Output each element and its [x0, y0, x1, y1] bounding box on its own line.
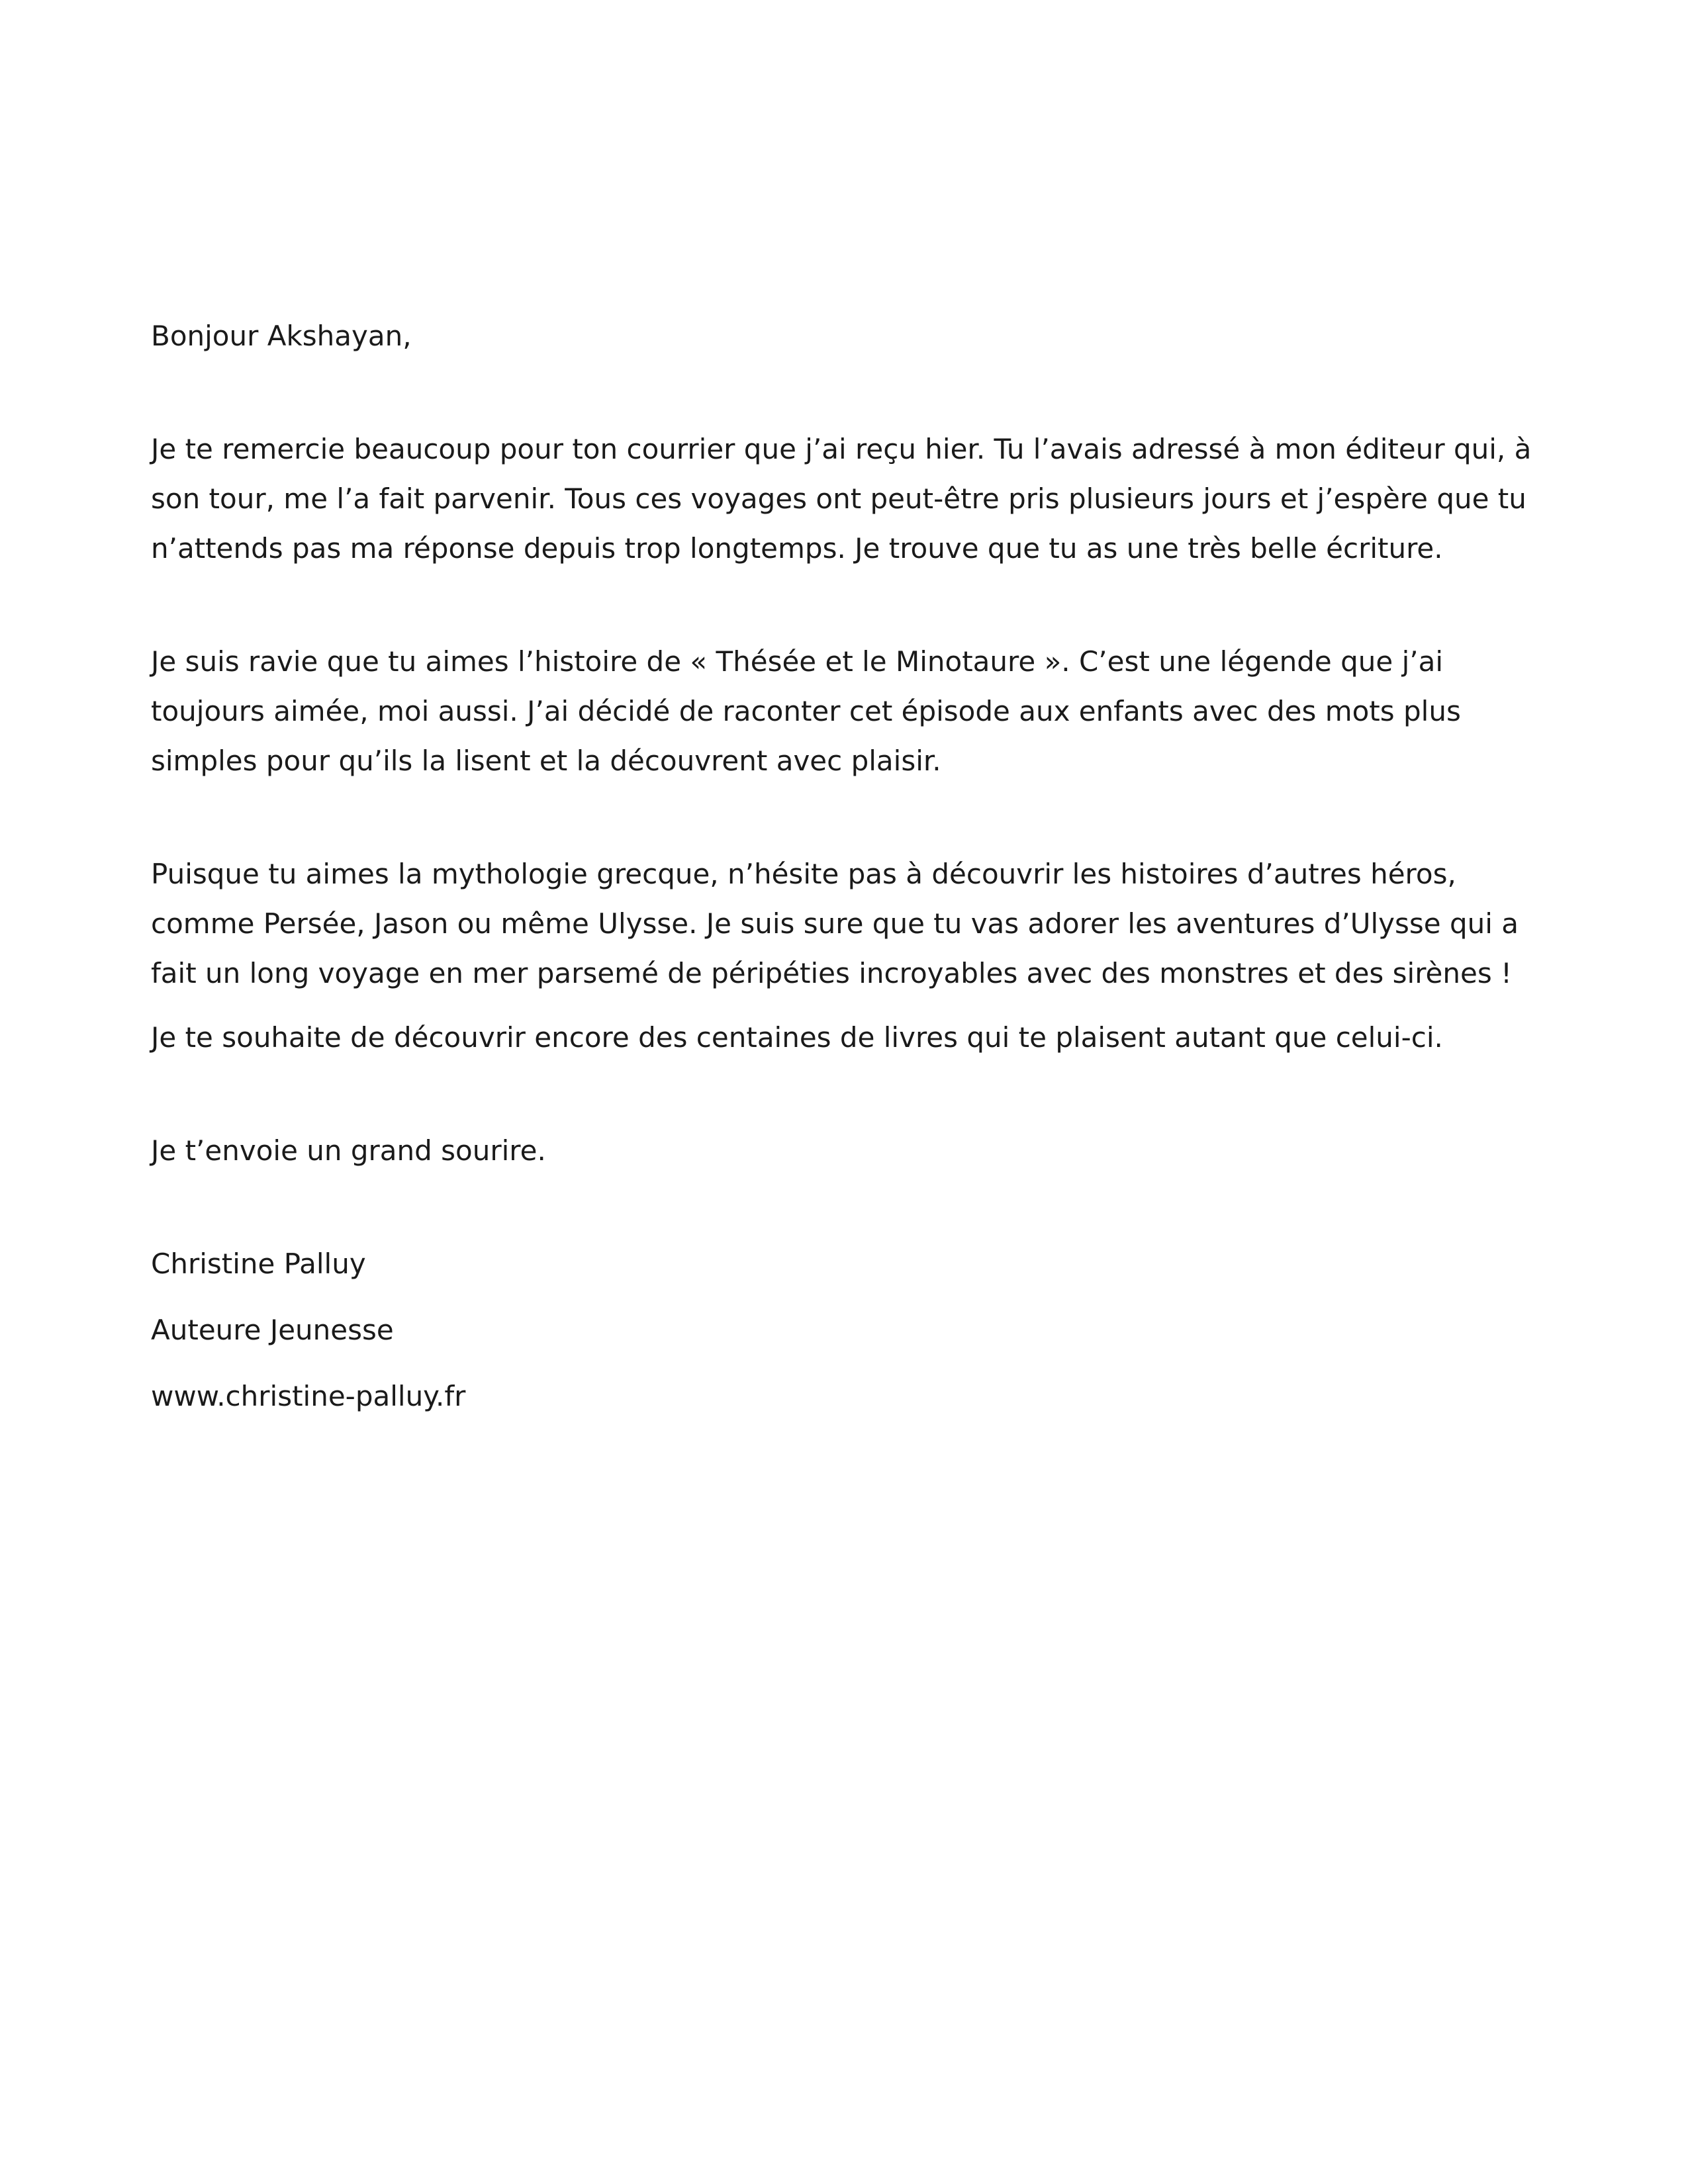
- paragraph-mythology: Puisque tu aimes la mythologie grecque, n’hésite pas à découvrir les histoires d’autres héros, comme Persée, Jason ou même Ulysse. Je suis sure que tu vas adorer les aventures d’Ulysse qui a fait un long voyage en mer parsemé de péripéties incroyables avec des monstres et des sirènes !: [151, 858, 1519, 989]
- greeting: Bonjour Akshayan,: [151, 320, 412, 352]
- letter-body: [151, 311, 1548, 1421]
- signature-name: Christine Palluy: [151, 1248, 366, 1280]
- paragraph-thanks: Je te remercie beaucoup pour ton courrier que j’ai reçu hier. Tu l’avais adressé à mon éditeur qui, à son tour, me l’a fait parvenir. Tous ces voyages ont peut-être pris plusieurs jours et j’espère que tu n’attends pas ma réponse depuis trop longtemps. Je trouve que tu as une très belle écriture.: [151, 433, 1532, 565]
- signature-website: www.christine-palluy.fr: [151, 1380, 466, 1412]
- paragraph-wish: Je te souhaite de découvrir encore des centaines de livres qui te plaisent autant que celui-ci.: [151, 1021, 1443, 1054]
- closing-line: Je t’envoie un grand sourire.: [151, 1134, 546, 1167]
- paragraph-theseus: Je suis ravie que tu aimes l’histoire de « Thésée et le Minotaure ». C’est une légende que j’ai toujours aimée, moi aussi. J’ai décidé de raconter cet épisode aux enfants avec des mots plus simples pour qu’ils la lisent et la découvrent avec plaisir.: [151, 645, 1461, 777]
- signature-title: Auteure Jeunesse: [151, 1314, 394, 1346]
